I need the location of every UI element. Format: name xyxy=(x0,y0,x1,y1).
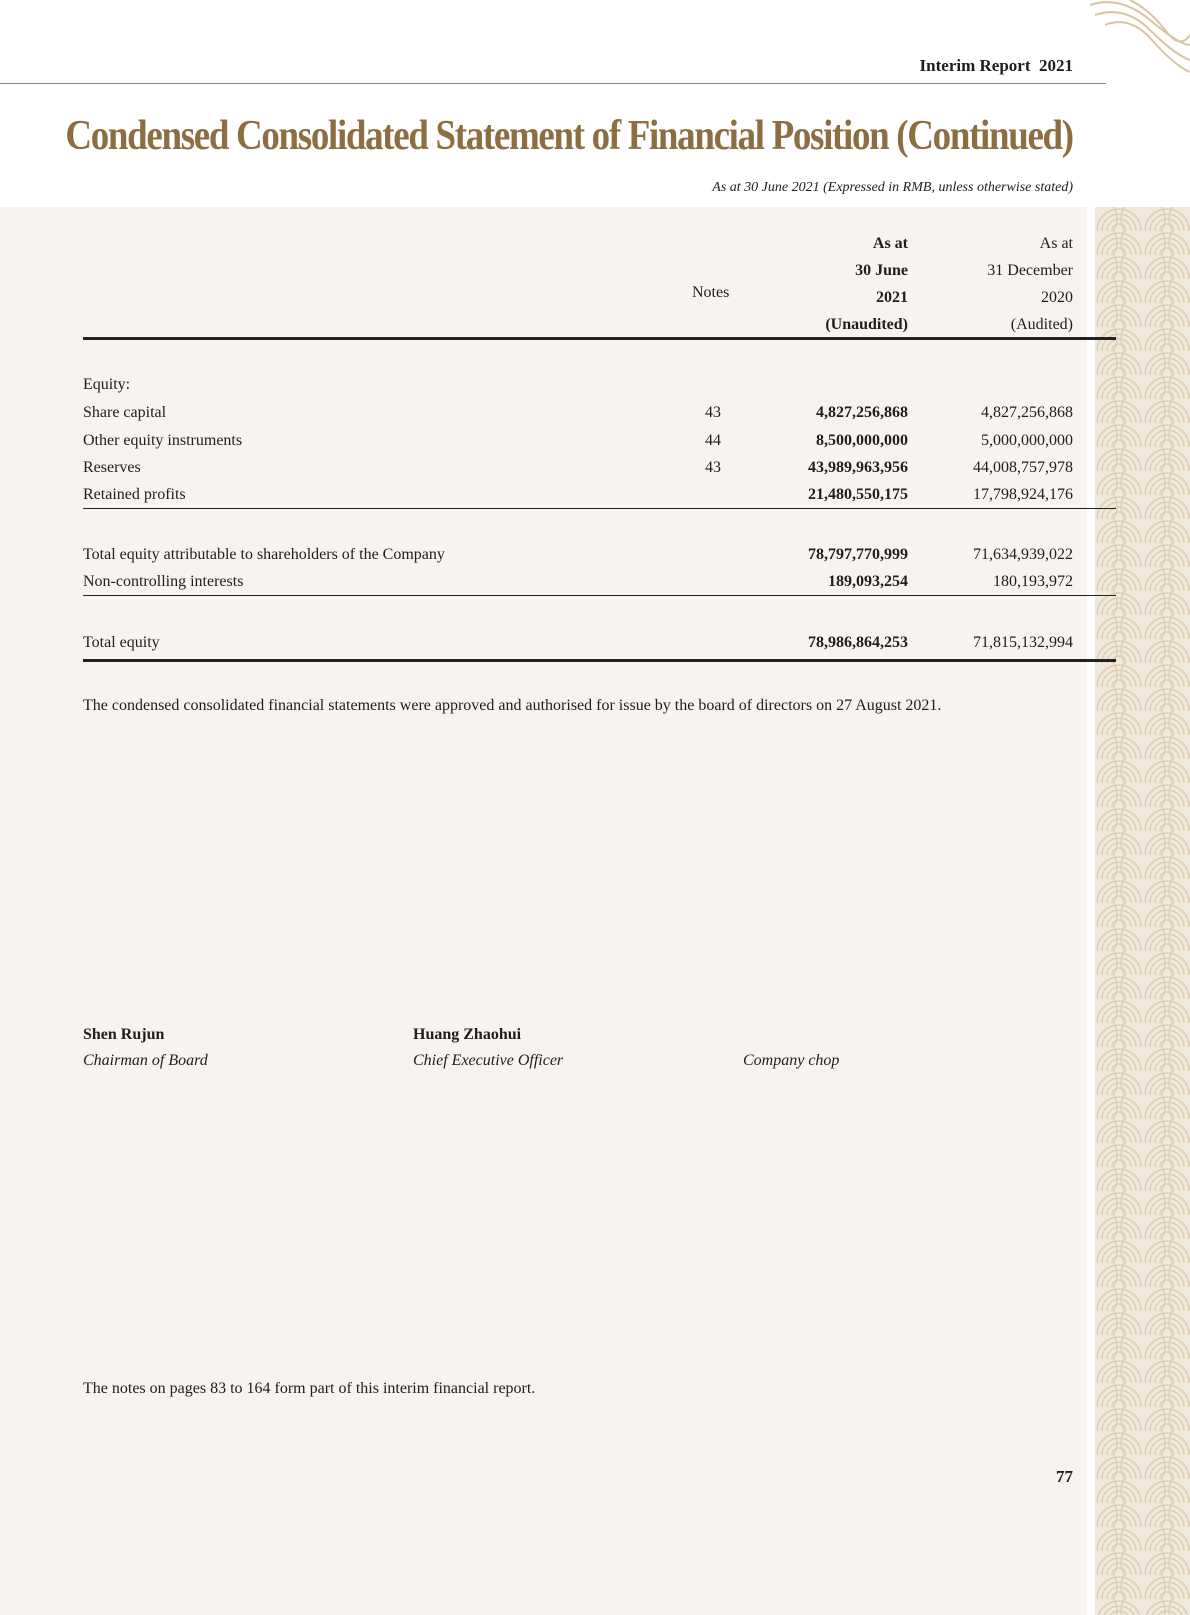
row-prior-value: 4,827,256,868 xyxy=(981,404,1073,421)
approval-statement: The condensed consolidated financial statements were approved and authorised for issue by the board of directors on 27 August 2021. xyxy=(83,697,942,714)
row-current-value: 21,480,550,175 xyxy=(808,486,908,503)
signatory-title: Chief Executive Officer xyxy=(413,1052,564,1069)
row-prior-value: 180,193,972 xyxy=(993,573,1073,590)
company-chop-label: Company chop xyxy=(743,1052,840,1069)
signatory-name: Huang Zhaohui xyxy=(413,1026,522,1043)
page-subtitle: As at 30 June 2021 (Expressed in RMB, unless otherwise stated) xyxy=(712,180,1073,195)
row-prior-value: 44,008,757,978 xyxy=(973,459,1073,476)
page-number: 77 xyxy=(1056,1467,1073,1486)
report-header: Interim Report 2021 xyxy=(919,56,1073,75)
notes-header: Notes xyxy=(692,284,730,301)
row-label: Total equity attributable to shareholders of the Company xyxy=(83,546,445,563)
scallop-pattern xyxy=(1095,207,1190,1615)
row-prior-value: 71,815,132,994 xyxy=(973,634,1073,651)
current-period-header: As at 30 June 2021 (Unaudited) xyxy=(825,235,908,333)
subtotal-rule xyxy=(83,595,1116,596)
header-double-rule xyxy=(83,337,1116,340)
row-prior-value: 17,798,924,176 xyxy=(973,486,1073,503)
row-note: 43 xyxy=(705,459,721,476)
total-double-rule xyxy=(83,659,1116,662)
row-label: Other equity instruments xyxy=(83,432,243,449)
row-note: 43 xyxy=(705,404,721,421)
wave-ornament xyxy=(1090,0,1190,75)
section-label: Equity: xyxy=(83,376,131,393)
row-label: Reserves xyxy=(83,459,141,476)
row-prior-value: 71,634,939,022 xyxy=(973,546,1073,563)
row-label: Retained profits xyxy=(83,486,186,503)
prior-period-header: As at 31 December 2020 (Audited) xyxy=(987,235,1073,333)
page-title: Condensed Consolidated Statement of Financial Position (Continued) xyxy=(65,113,1073,159)
row-label: Share capital xyxy=(83,404,167,421)
header-rule xyxy=(0,83,1106,84)
row-label: Non-controlling interests xyxy=(83,573,244,590)
footnote: The notes on pages 83 to 164 form part of this interim financial report. xyxy=(83,1380,536,1397)
row-current-value: 78,986,864,253 xyxy=(808,634,908,651)
row-prior-value: 5,000,000,000 xyxy=(981,432,1073,449)
subtotal-rule xyxy=(83,508,1116,509)
signatory-title: Chairman of Board xyxy=(83,1052,208,1069)
row-label: Total equity xyxy=(83,634,160,651)
row-note: 44 xyxy=(705,432,721,449)
row-current-value: 43,989,963,956 xyxy=(808,459,908,476)
row-current-value: 4,827,256,868 xyxy=(816,404,908,421)
row-current-value: 189,093,254 xyxy=(828,573,908,590)
signatory-name: Shen Rujun xyxy=(83,1026,165,1043)
row-current-value: 78,797,770,999 xyxy=(808,546,908,563)
row-current-value: 8,500,000,000 xyxy=(816,432,908,449)
